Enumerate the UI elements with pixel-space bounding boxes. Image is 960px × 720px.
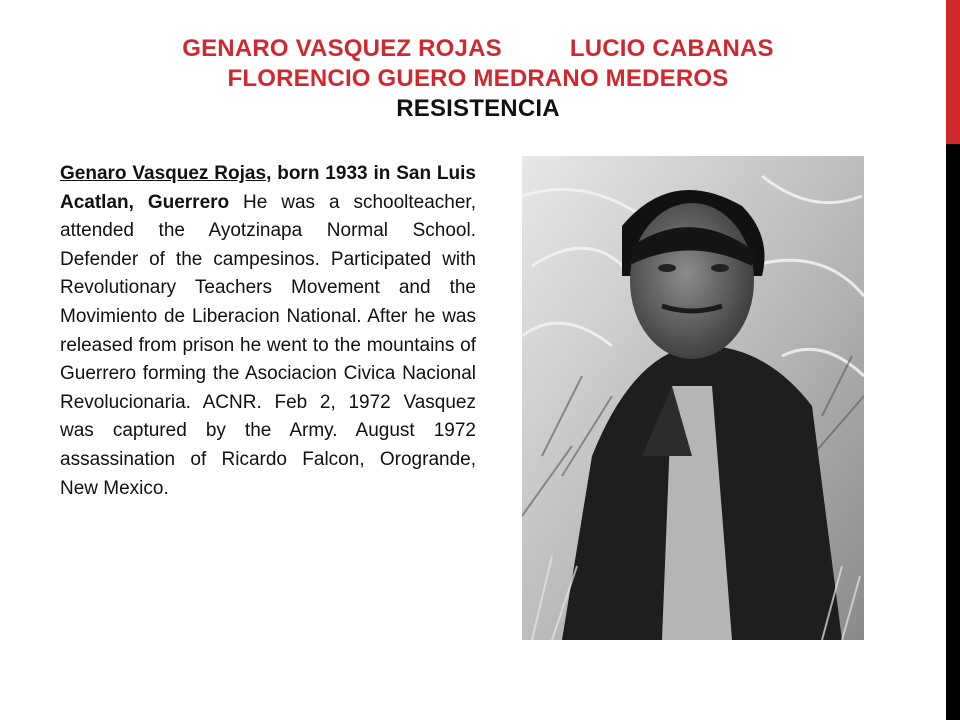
slide-title xyxy=(60,34,896,124)
lead-name: Genaro Vasquez Rojas xyxy=(60,163,267,184)
title-line-2: FLORENCIO GUERO MEDRANO MEDEROS xyxy=(227,65,729,92)
biography-text: He was a schoolteacher, attended the Ayotzinapa Normal School. Defender of the campesinos. Participated with Revolutionary Teachers Movement and the Movimiento de Liberacion National. After he was released from prison he went to the mountains of Guerrero forming the Asociacion Civica Nacional Revolucionaria. ACNR. Feb 2, 1972 Vasquez was captured by the Army. August 1972 assassination of Ricardo Falcon, Orogrande, New Mexico. xyxy=(60,191,476,499)
title-line-1 xyxy=(60,34,896,64)
lead-birth-info: , born 1933 in San Luis Acatlan, Guerrero xyxy=(60,163,476,213)
portrait-photo-graphic xyxy=(522,156,864,640)
title-name-genaro: GENARO VASQUEZ ROJAS xyxy=(182,35,502,62)
title-name-lucio: LUCIO CABANAS xyxy=(569,35,774,62)
biography-paragraph xyxy=(60,160,476,503)
portrait-photo xyxy=(522,156,864,640)
title-line-3: RESISTENCIA xyxy=(396,95,560,122)
side-accent-bar-black xyxy=(946,144,960,720)
side-accent-bar-red xyxy=(946,0,960,144)
